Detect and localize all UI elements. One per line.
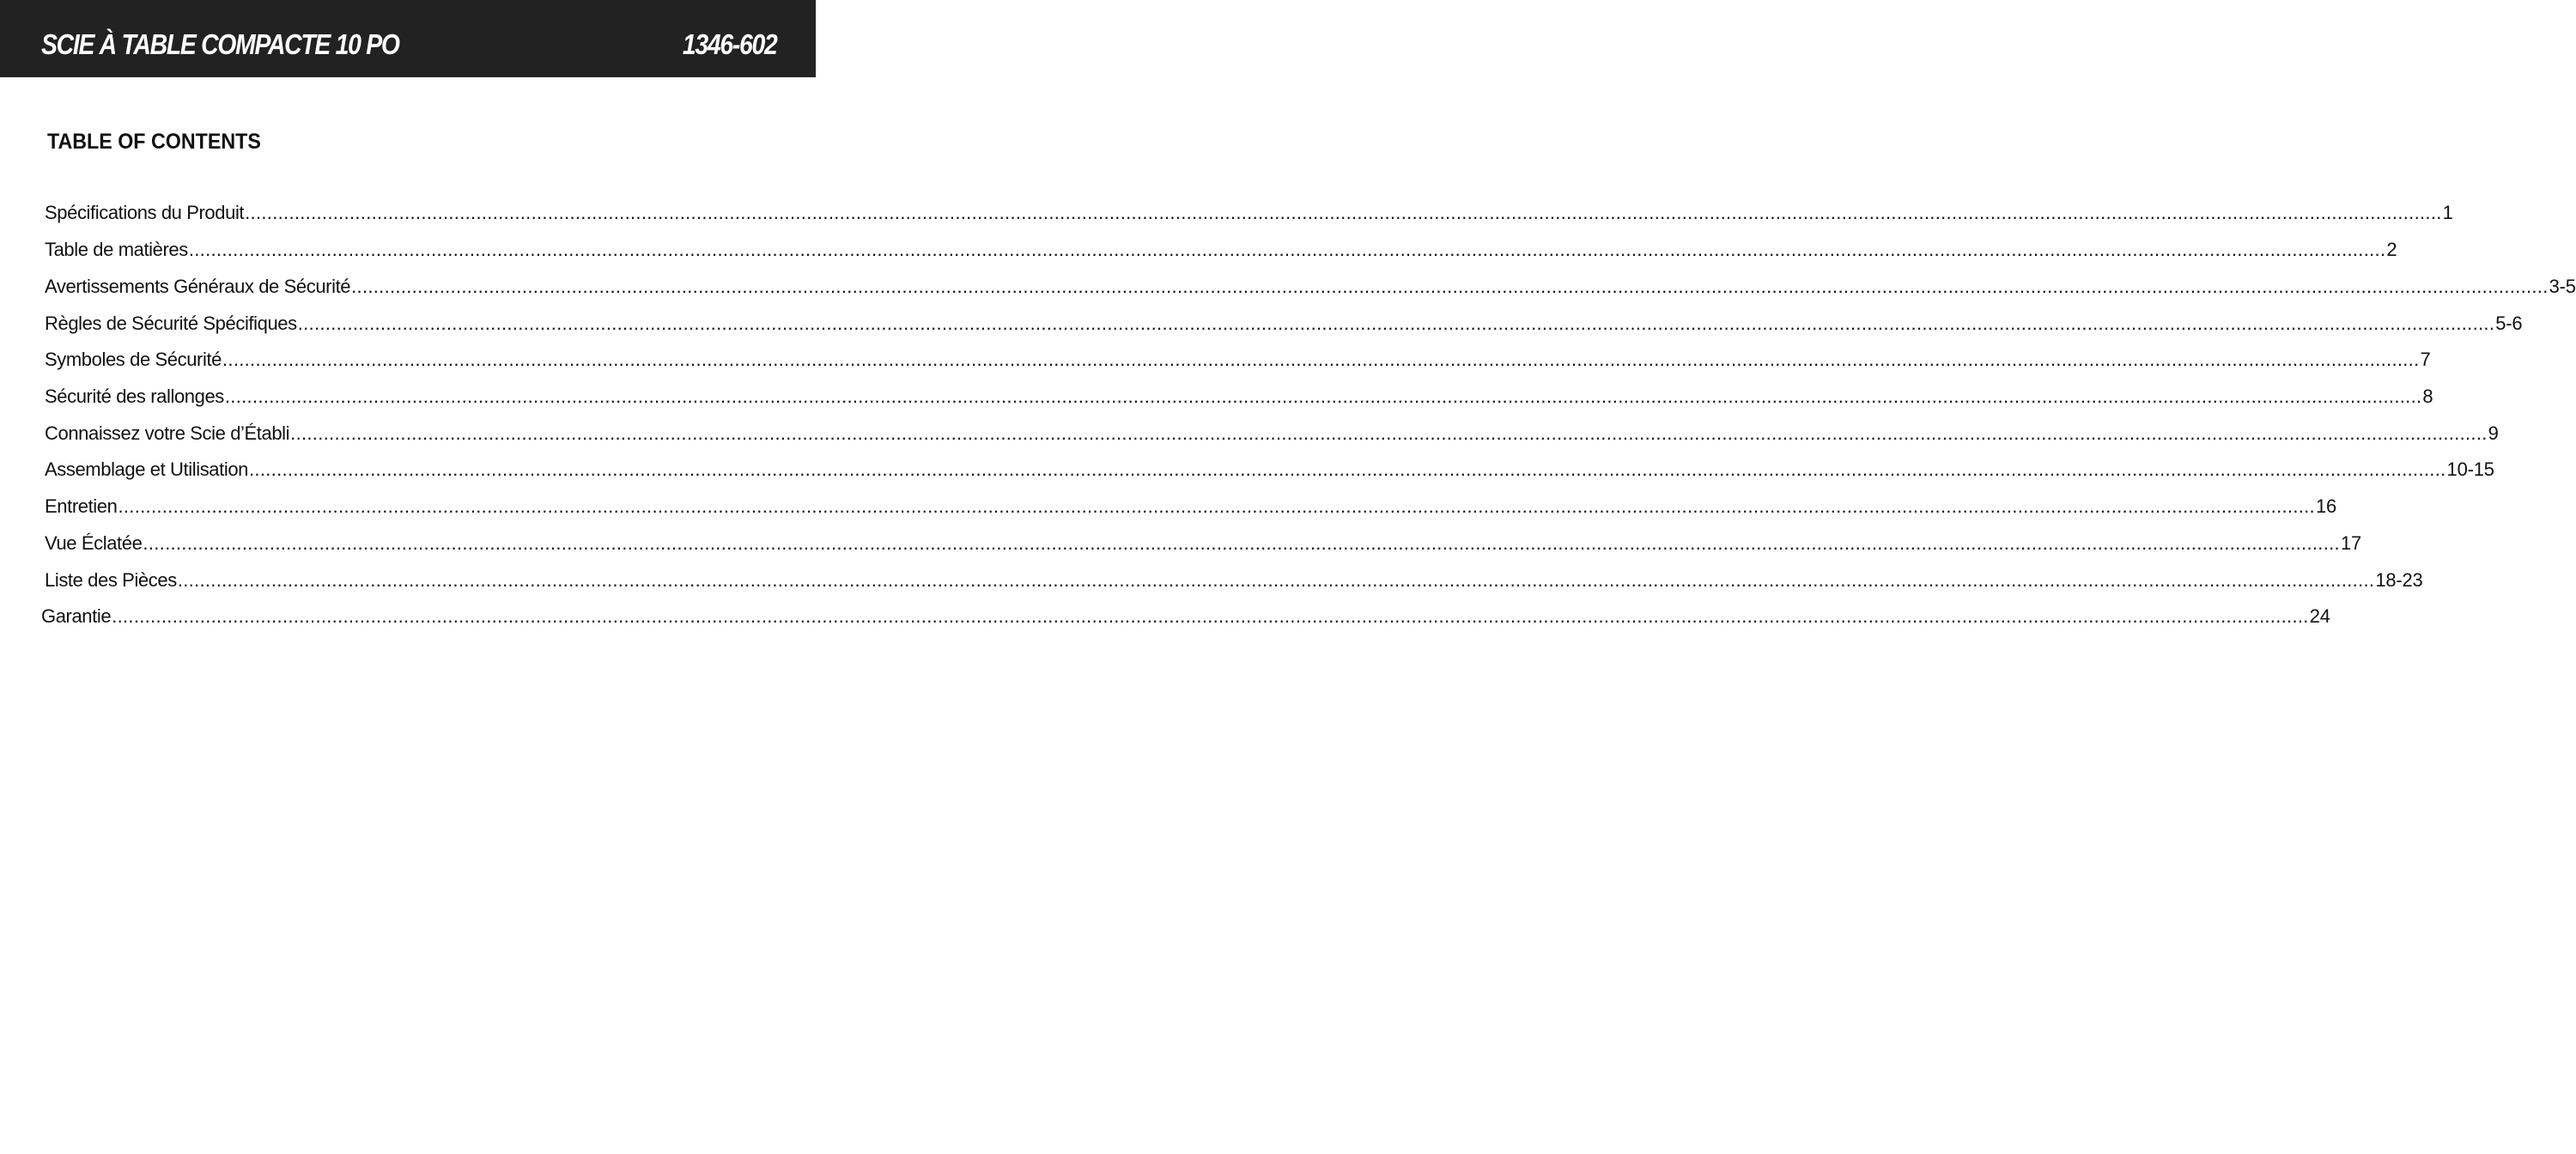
toc-leader-dots: ...............................................................................................................................................................................................................................................................................................................................................................................................................: [224, 386, 2422, 407]
toc-entry-page: 17: [2340, 532, 2362, 554]
toc-leader-dots: ...............................................................................................................................................................................................................................................................................................................................................................................................................: [249, 459, 2446, 480]
toc-entry-page: 9: [2488, 422, 2499, 444]
toc-leader-dots: ...............................................................................................................................................................................................................................................................................................................................................................................................................: [177, 569, 2375, 591]
toc-entry-page: 24: [2309, 605, 2330, 627]
toc-entry: [45, 237, 2397, 263]
toc-entry: [45, 347, 2431, 373]
toc-entry-label: Avertissements Généraux de Sécurité: [45, 276, 351, 297]
toc-entry: [45, 311, 2523, 337]
toc-entry-page: 5-6: [2495, 313, 2523, 334]
toc-entry-label: Sécurité des rallonges: [45, 386, 224, 407]
toc-entry-page: 10-15: [2446, 459, 2494, 480]
toc-entry-label: Liste des Pièces: [45, 569, 177, 591]
toc-entry-label: Table de matières: [45, 239, 188, 260]
toc-entry-page: 18-23: [2375, 569, 2423, 591]
toc-entry-label: Règles de Sécurité Spécifiques: [45, 313, 297, 334]
toc-entry: [45, 568, 2423, 593]
toc-leader-dots: ...............................................................................................................................................................................................................................................................................................................................................................................................................: [112, 605, 2309, 627]
toc-entry: [45, 421, 2499, 446]
toc-entry: [45, 494, 2337, 519]
toc-leader-dots: ...............................................................................................................................................................................................................................................................................................................................................................................................................: [297, 313, 2495, 334]
toc-leader-dots: ...............................................................................................................................................................................................................................................................................................................................................................................................................: [245, 202, 2442, 223]
toc-entry-page: 1: [2442, 202, 2453, 223]
product-title: SCIE À TABLE COMPACTE 10 PO: [41, 28, 399, 60]
toc-entry: [41, 604, 2330, 629]
toc-entry-label: Entretien: [45, 495, 118, 517]
toc-entry: [45, 531, 2362, 556]
toc-leader-dots: ...............................................................................................................................................................................................................................................................................................................................................................................................................: [143, 532, 2340, 554]
toc-entry-label: Vue Éclatée: [45, 532, 143, 554]
toc-entry-label: Symboles de Sécurité: [45, 349, 222, 370]
toc-entry: [45, 200, 2453, 226]
toc-entry-label: Garantie: [41, 605, 112, 627]
toc-leader-dots: ...............................................................................................................................................................................................................................................................................................................................................................................................................: [118, 495, 2315, 517]
toc-heading: TABLE OF CONTENTS: [47, 130, 261, 154]
toc-entry-page: 7: [2420, 349, 2431, 370]
toc-entry-label: Spécifications du Produit: [45, 202, 245, 223]
toc-entry: [45, 457, 2494, 483]
toc-leader-dots: ...............................................................................................................................................................................................................................................................................................................................................................................................................: [188, 239, 2386, 260]
toc-entry: [45, 384, 2433, 410]
toc-entry-page: 2: [2386, 239, 2397, 260]
toc-entry: [45, 274, 2576, 300]
toc-leader-dots: ...............................................................................................................................................................................................................................................................................................................................................................................................................: [351, 276, 2549, 297]
toc-entry-label: Connaissez votre Scie d’Établi: [45, 422, 290, 444]
toc-entry-page: 3-5: [2549, 276, 2576, 297]
toc-leader-dots: ...............................................................................................................................................................................................................................................................................................................................................................................................................: [290, 422, 2488, 444]
toc-leader-dots: ...............................................................................................................................................................................................................................................................................................................................................................................................................: [222, 349, 2420, 370]
toc-entry-page: 8: [2422, 386, 2433, 407]
toc-entry-label: Assemblage et Utilisation: [45, 459, 249, 480]
toc-entry-page: 16: [2315, 495, 2337, 517]
model-number: 1346-602: [682, 28, 776, 60]
